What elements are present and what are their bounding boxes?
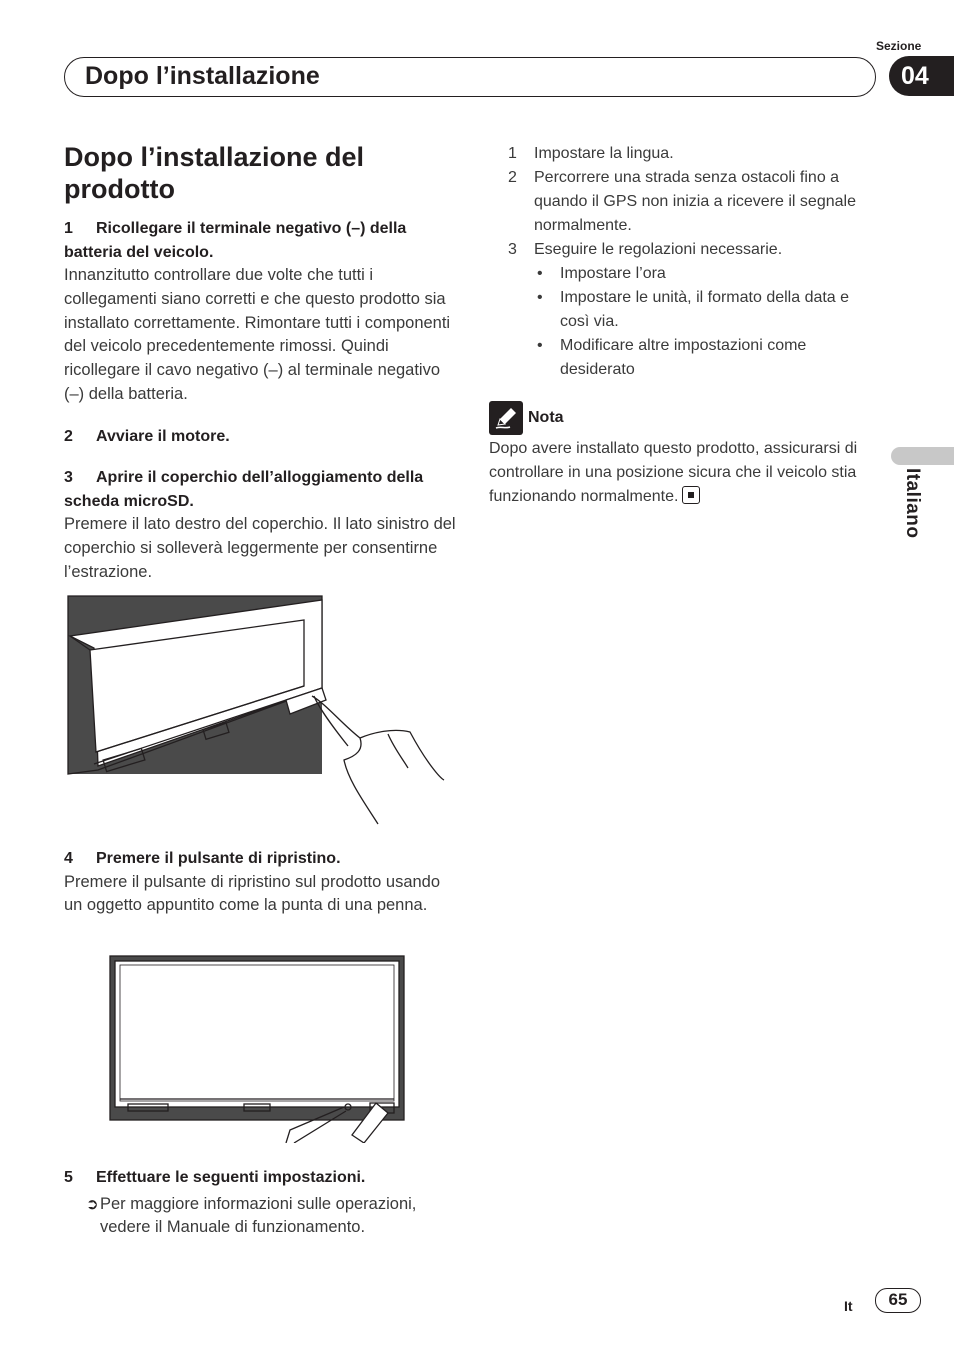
right-column: [489, 142, 881, 382]
step-title: Avviare il motore.: [96, 427, 230, 445]
section-number-badge: 04: [889, 56, 954, 96]
step-title: Premere il pulsante di ripristino.: [96, 850, 341, 867]
item-text: Percorrere una strada senza ostacoli fino a quando il GPS non inizia a ricevere il segnale normalmente.: [534, 169, 856, 234]
step-1-heading: [64, 217, 456, 264]
step-number: 5: [64, 1169, 73, 1186]
step-title: Effettuare le seguenti impostazioni.: [96, 1169, 366, 1186]
step-number: 3: [64, 469, 73, 487]
step-number: 1: [64, 220, 73, 237]
item-text: Impostare le unità, il formato della data e così via.: [560, 289, 850, 330]
step-3-body: Premere il lato destro del coperchio. Il lato sinistro del coperchio si solleverà leggermente per consentirne l’estrazione.: [64, 515, 456, 581]
note-body: Dopo avere installato questo prodotto, assicurarsi di controllare in una posizione sicura che il veicolo stia funzionando normalmente.: [489, 440, 858, 505]
arrow-icon: ➲: [86, 1195, 99, 1213]
bullet-icon: •: [537, 289, 543, 306]
step-number: 2: [64, 427, 73, 445]
microsd-cover-illustration: [64, 592, 448, 828]
step-5-block: [64, 1166, 456, 1240]
step-4-body: Premere il pulsante di ripristino sul prodotto usando un oggetto appuntito come la punta di una penna.: [64, 872, 441, 915]
list-item: [489, 238, 881, 262]
step-5-heading: [64, 1166, 456, 1190]
note-header: [489, 401, 881, 435]
item-text: Modificare altre impostazioni come desiderato: [560, 337, 807, 378]
note-text: [489, 437, 881, 509]
pencil-icon: [489, 401, 523, 435]
item-text: Impostare la lingua.: [534, 145, 674, 162]
page-language-code: It: [844, 1298, 853, 1314]
language-tab-marker: [891, 447, 954, 465]
note-title: Nota: [528, 409, 564, 426]
reset-button-illustration: [108, 953, 408, 1143]
sub-list-item: [489, 286, 881, 334]
step-4-block: [64, 847, 456, 918]
sub-list-item: [489, 334, 881, 382]
item-number: 2: [508, 169, 517, 186]
item-number: 3: [508, 241, 517, 258]
step-1-body: Innanzitutto controllare due volte che tutti i collegamenti siano corretti e che questo prodotto sia installato correttamente. Rimontare tutti i componenti del veicolo precedentemente rimossi. Quindi ricollegare il cavo negativo (–) al terminale negativo (–) della batteria.: [64, 266, 451, 403]
section-label: Sezione: [876, 39, 922, 53]
list-item: [489, 142, 881, 166]
step-title: Aprire il coperchio dell’alloggiamento della scheda microSD.: [64, 469, 424, 510]
end-of-section-icon: [682, 486, 700, 504]
step-2-heading: [64, 425, 456, 449]
step-title: Ricollegare il terminale negativo (–) della batteria del veicolo.: [64, 220, 407, 261]
language-tab-label: Italiano: [902, 468, 923, 539]
sub-list-item: [489, 262, 881, 286]
list-item: [489, 166, 881, 238]
chapter-header: Dopo l’installazione: [64, 57, 876, 97]
step-3-heading: [64, 466, 456, 513]
step-4-heading: [64, 847, 456, 871]
reference-note: [64, 1193, 456, 1241]
reference-text: Per maggiore informazioni sulle operazioni, vedere il Manuale di funzionamento.: [99, 1194, 417, 1237]
item-text: Impostare l’ora: [560, 265, 666, 282]
step-number: 4: [64, 850, 73, 867]
item-number: 1: [508, 145, 517, 162]
item-text: Eseguire le regolazioni necessarie.: [534, 241, 783, 258]
left-column: [64, 141, 456, 585]
page-title: Dopo l’installazione del prodotto: [64, 142, 365, 204]
page-number: 65: [875, 1288, 921, 1313]
bullet-icon: •: [537, 265, 543, 282]
note-box: [489, 401, 881, 509]
bullet-icon: •: [537, 337, 543, 354]
